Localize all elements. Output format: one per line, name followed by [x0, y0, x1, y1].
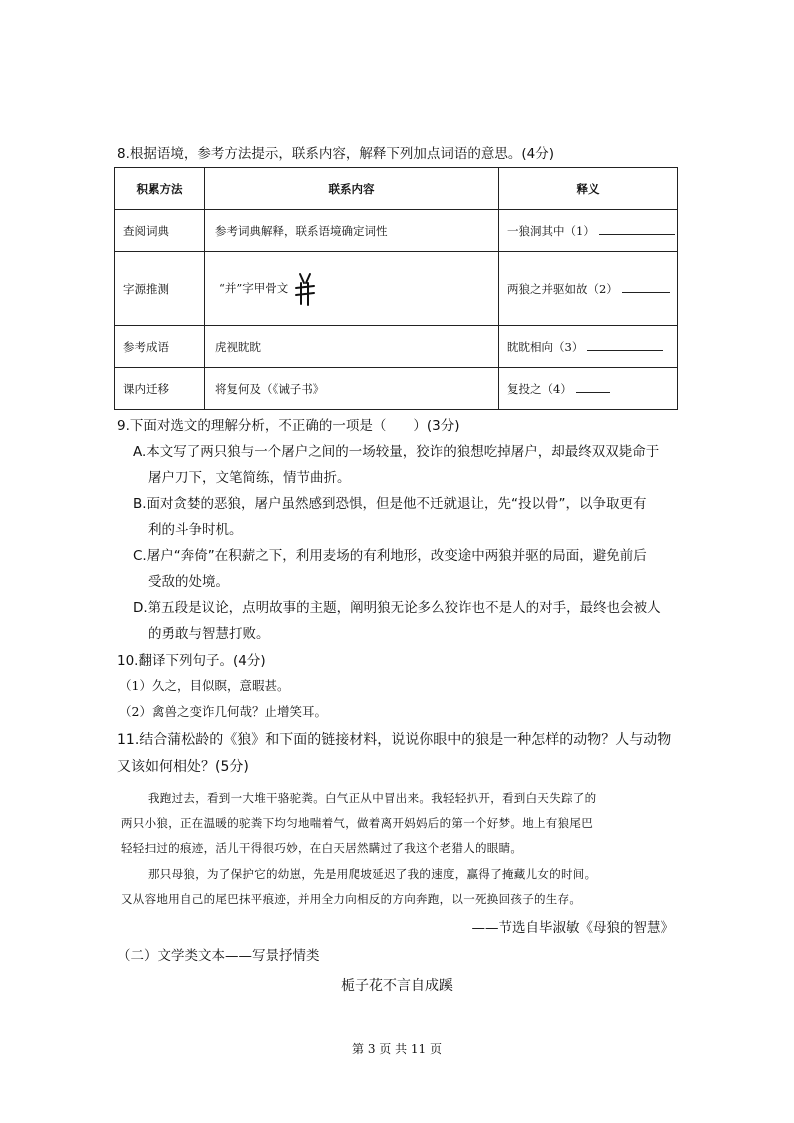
passage-line: 两只小狼，正在温暖的驼粪下均匀地喘着气，做着离开妈妈后的第一个好梦。地上有狼尾巴: [121, 816, 593, 830]
q9-option-b-line1: B.面对贪婪的恶狼，屠户虽然感到恐惧，但是他不迁就退让，先“投以骨”，以争取更有: [133, 496, 647, 512]
table-cell-meaning: [499, 252, 678, 326]
content-text: “并”字甲骨文: [219, 280, 289, 295]
q9-stem: 9.下面对选文的理解分析，不正确的一项是（ ）(3分): [117, 418, 460, 434]
table-row: [115, 326, 678, 368]
table-row: [115, 252, 678, 326]
table-cell-content: 参考词典解释，联系语境确定词性: [205, 210, 499, 252]
answer-blank-3[interactable]: [587, 338, 663, 351]
table-cell-content: 虎视眈眈: [205, 326, 499, 368]
table-header-content: 联系内容: [205, 168, 499, 210]
table-header-meaning: 释义: [499, 168, 678, 210]
passage-source: ——节选自毕淑敏《母狼的智慧》: [471, 920, 674, 936]
table-cell-method: 字源推测: [115, 252, 205, 326]
passage-line: 我跑过去，看到一大堆干骆驼粪。白气正从中冒出来。我轻轻扒开，看到白天失踪了的: [148, 791, 597, 805]
table-cell-content: [205, 252, 499, 326]
page-number: 第 3 页 共 11 页: [352, 1042, 442, 1056]
q9-option-c-line1: C.屠户“奔倚”在积薪之下，利用麦场的有利地形，改变途中两狼并驱的局面，避免前后: [133, 548, 647, 564]
q9-option-d-line2: 的勇敢与智慧打败。: [148, 626, 270, 642]
q8-table: [114, 167, 678, 410]
passage-line: 又从容地用自己的尾巴抹平痕迹，并用全力向相反的方向奔跑，以一死换回孩子的生存。: [121, 892, 582, 906]
q9-option-c-line2: 受敌的处境。: [148, 574, 229, 590]
q8-stem: 8.根据语境，参考方法提示，联系内容，解释下列加点词语的意思。(4分): [117, 146, 555, 162]
q9-option-b-line2: 利的斗争时机。: [148, 522, 243, 538]
q9-option-a-line1: A.本文写了两只狼与一个屠户之间的一场较量，狡诈的狼想吃掉屠户，却最终双双毙命于: [133, 444, 660, 460]
oracle-bone-bing-glyph-icon: [292, 271, 318, 307]
answer-blank-2[interactable]: [622, 280, 670, 293]
q9-option-d-line1: D.第五段是议论，点明故事的主题，阐明狼无论多么狡诈也不是人的对手，最终也会被人: [133, 600, 661, 616]
meaning-text: 一狼洞其中（1）: [507, 224, 595, 238]
table-cell-method: 参考成语: [115, 326, 205, 368]
answer-blank-4[interactable]: [576, 380, 610, 393]
section-heading: （二）文学类文本——写景抒情类: [117, 948, 320, 964]
q11-stem-line2: 又该如何相处？(5分): [117, 759, 249, 775]
meaning-text: 复投之（4）: [507, 382, 572, 396]
article-title: 栀子花不言自成蹊: [341, 978, 453, 994]
meaning-text: 两狼之并驱如故（2）: [507, 282, 618, 296]
table-cell-content: 将复何及（《诫子书》: [205, 368, 499, 410]
passage-line: 那只母狼，为了保护它的幼崽，先是用爬坡延迟了我的速度，赢得了掩藏儿女的时间。: [148, 867, 597, 881]
q10-stem: 10.翻译下列句子。(4分): [117, 653, 266, 669]
passage-line: 轻轻扫过的痕迹，活儿干得很巧妙，在白天居然瞒过了我这个老猎人的眼睛。: [121, 841, 523, 855]
table-cell-method: 查阅词典: [115, 210, 205, 252]
table-row: [115, 210, 678, 252]
q10-item-2: （2）禽兽之变诈几何哉？止增笑耳。: [119, 704, 327, 719]
table-header-row: [115, 168, 678, 210]
table-header-method: 积累方法: [115, 168, 205, 210]
table-row: [115, 368, 678, 410]
answer-blank-1[interactable]: [599, 222, 675, 235]
q11-stem-line1: 11.结合蒲松龄的《狼》和下面的链接材料，说说你眼中的狼是一种怎样的动物？人与动物: [117, 732, 672, 748]
table-cell-meaning: [499, 368, 678, 410]
q10-item-1: （1）久之，目似瞑，意暇甚。: [119, 678, 290, 693]
q9-option-a-line2: 屠户刀下，文笔简练，情节曲折。: [148, 470, 351, 486]
table-cell-method: 课内迁移: [115, 368, 205, 410]
meaning-text: 眈眈相向（3）: [507, 340, 584, 354]
table-cell-meaning: [499, 210, 678, 252]
table-cell-meaning: [499, 326, 678, 368]
